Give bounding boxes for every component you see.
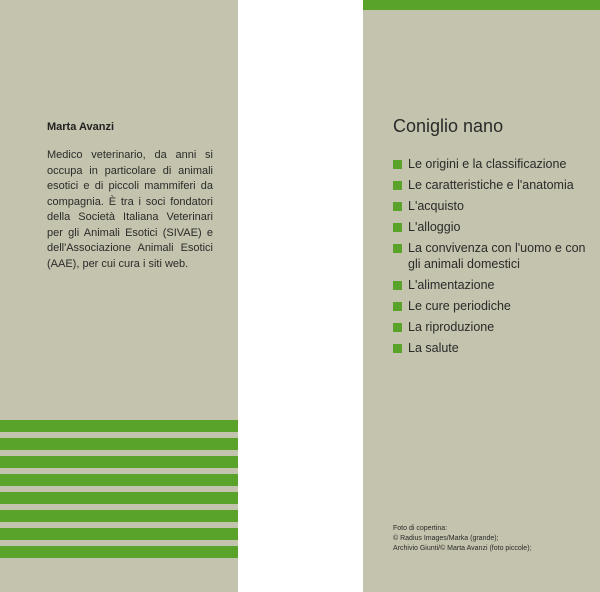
contents-item [393, 157, 598, 173]
contents-item [393, 178, 598, 194]
bullet-square-icon [393, 244, 402, 253]
green-stripe [0, 492, 238, 504]
contents-item-label: L'acquisto [408, 199, 464, 213]
contents-item [393, 220, 598, 236]
series-title: Coniglio nano [393, 116, 504, 136]
bullet-square-icon [393, 281, 402, 290]
contents-item-label: Le caratteristiche e l'anatomia [408, 178, 574, 192]
contents-item [393, 341, 598, 357]
green-stripe [0, 510, 238, 522]
bullet-square-icon [393, 223, 402, 232]
bullet-square-icon [393, 202, 402, 211]
contents-item [393, 278, 598, 294]
right-flap [363, 0, 600, 592]
credit-line: © Radius Images/Marka (grande); [393, 535, 499, 542]
contents-list [393, 157, 598, 362]
bullet-square-icon [393, 323, 402, 332]
contents-item [393, 299, 598, 315]
credit-line: Archivio Giunti/© Marta Avanzi (foto piccole); [393, 545, 532, 552]
green-stripe [0, 528, 238, 540]
contents-item-label: La salute [408, 340, 459, 355]
green-stripe [0, 420, 238, 432]
photo-credits [393, 524, 593, 554]
credit-line: Foto di copertina: [393, 525, 448, 532]
green-stripe [0, 546, 238, 558]
decorative-stripes [0, 420, 238, 564]
bullet-square-icon [393, 181, 402, 190]
bullet-square-icon [393, 344, 402, 353]
green-stripe [0, 438, 238, 450]
contents-item [393, 320, 598, 336]
contents-item [393, 241, 598, 272]
top-accent-bar [363, 0, 600, 10]
left-flap [0, 0, 238, 592]
contents-item-label: L'alloggio [408, 220, 461, 234]
bullet-square-icon [393, 302, 402, 311]
bullet-square-icon [393, 160, 402, 169]
contents-item-label: La convivenza con l'uomo e con gli animali domestici [408, 241, 586, 271]
contents-item-label: La riproduzione [408, 319, 495, 334]
green-stripe [0, 456, 238, 468]
contents-item-label: L'alimentazione [408, 277, 495, 292]
green-stripe [0, 474, 238, 486]
contents-item-label: Le cure periodiche [408, 298, 511, 313]
contents-item-label: Le origini e la classificazione [408, 157, 567, 171]
author-bio: Medico veterinario, da anni si occupa in particolare di animali esotici e di piccoli mammiferi da compagnia. È tra i soci fondatori della Società Italiana Veterinari per gli Animali Esotici (SIVAE) e dell'Associazione Animali Esotici (AAE), per cui cura i siti web. [47, 149, 213, 270]
author-name: Marta Avanzi [47, 121, 115, 133]
contents-item [393, 199, 598, 215]
